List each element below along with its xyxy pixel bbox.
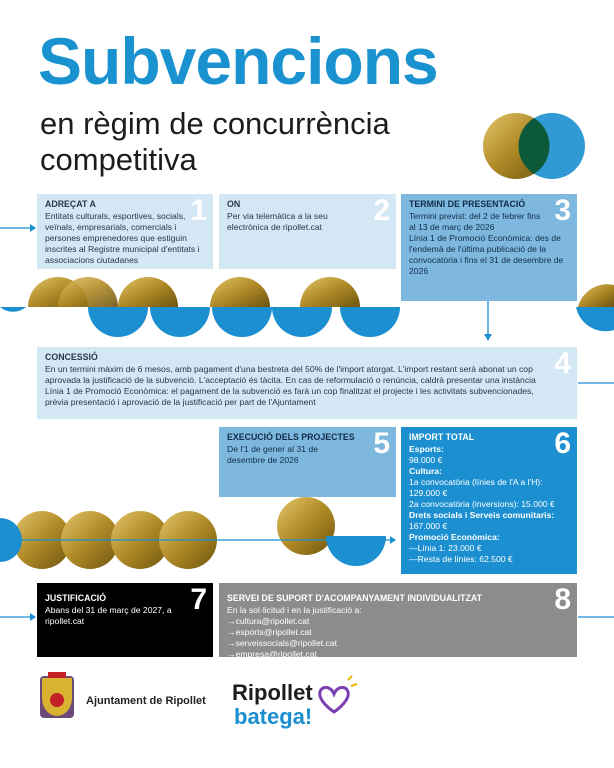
box-justificacio bbox=[37, 583, 213, 657]
half-circle bbox=[578, 284, 614, 307]
step-number: 4 bbox=[554, 347, 571, 380]
step-number: 2 bbox=[373, 194, 390, 227]
spark-line bbox=[348, 676, 352, 680]
step-number: 8 bbox=[554, 583, 571, 616]
cultura-line: 2a convocatòria (inversions): 15.000 € bbox=[409, 499, 555, 509]
brand-line: batega! bbox=[234, 704, 313, 729]
arrow-head bbox=[30, 613, 36, 621]
drets-label: Drets socials i Serveis comunitaris: bbox=[409, 510, 555, 520]
subtitle-line: en règim de concurrència bbox=[40, 106, 390, 141]
box-text: Termini previst: del 2 de febrer fins al 13 de març de 2026 bbox=[409, 211, 541, 232]
box-adrecat bbox=[37, 194, 213, 269]
email-link[interactable]: →esports@ripollet.cat bbox=[227, 627, 312, 637]
coat-of-arms-icon bbox=[40, 672, 74, 718]
half-circle bbox=[0, 307, 26, 312]
box-text: De l'1 de gener al 31 de desembre de 2026 bbox=[227, 444, 318, 465]
box-text: En la sol·licitud i en la justificació a: bbox=[227, 605, 362, 615]
half-circle bbox=[118, 277, 178, 307]
half-circle bbox=[272, 307, 332, 337]
half-circle bbox=[210, 277, 270, 307]
box-text: En un termini màxim de 6 mesos, amb pagament d'una bestreta del 50% de l'import atorgat. L'import restant serà abonat un cop aprovada la justificació de la subvenció. L'acceptació és tàcita. En cas de reformulació o renúncia, caldrà presentar una instància Línia 1 de Promoció Econòmica: el pagament de la subvenció es farà un cop finalitzat el projecte i les activitats subvencionades, prèvia presentació i aprovació de la justificació per part de l'Ajuntament bbox=[45, 364, 536, 407]
email-link[interactable]: →serveissocials@ripollet.cat bbox=[227, 638, 337, 648]
drets-value: 167.000 € bbox=[409, 521, 448, 531]
subtitle-line: competitiva bbox=[40, 142, 197, 177]
box-servei-suport bbox=[219, 583, 577, 657]
half-circle bbox=[576, 307, 614, 331]
box-text: Per via telemàtica a la seu electrònica de ripollet.cat bbox=[227, 211, 328, 232]
box-title: CONCESSIÓ bbox=[45, 352, 98, 362]
arrow-head bbox=[484, 334, 492, 341]
step-number: 6 bbox=[554, 427, 571, 460]
heart-icon bbox=[320, 687, 348, 712]
half-circle bbox=[150, 307, 210, 337]
esports-value: 98.000 € bbox=[409, 455, 443, 465]
step-number: 7 bbox=[190, 583, 207, 616]
box-execucio bbox=[219, 427, 396, 497]
box-termini bbox=[401, 194, 577, 301]
step-number: 5 bbox=[373, 427, 390, 460]
step-number: 1 bbox=[190, 194, 207, 227]
esports-label: Esports: bbox=[409, 444, 444, 454]
email-link[interactable]: →empresa@ripollet.cat bbox=[227, 649, 317, 659]
box-title: IMPORT TOTAL bbox=[409, 432, 475, 442]
box-title: SERVEI DE SUPORT D'ACOMPANYAMENT INDIVIDUALITZAT bbox=[227, 593, 482, 603]
cultura-line: 1a convocatòria (línies de l'A a l'H): 129.000 € bbox=[409, 477, 543, 498]
step-number: 3 bbox=[554, 194, 571, 227]
arrow-head bbox=[30, 224, 36, 232]
box-title: ON bbox=[227, 199, 241, 209]
box-import-total bbox=[401, 427, 577, 574]
box-title: ADREÇAT A bbox=[45, 199, 96, 209]
gold-circle bbox=[277, 497, 335, 555]
arrow-head bbox=[390, 536, 396, 544]
box-title: EXECUCIÓ DELS PROJECTES bbox=[227, 432, 355, 442]
box-title: TERMINI DE PRESENTACIÓ bbox=[409, 199, 526, 209]
box-text: Entitats culturals, esportives, socials, veïnals, empresarials, comercials i persones emprenedores que estiguin inscrites al Registre municipal d'entitats i associacions ciutadanes bbox=[45, 211, 200, 265]
half-circle bbox=[300, 277, 360, 307]
spark-line bbox=[351, 684, 357, 686]
box-title: JUSTIFICACIÓ bbox=[45, 593, 107, 603]
promo-line: —Resta de línies: 62.500 € bbox=[409, 554, 513, 564]
ajuntament-logo-text: Ajuntament de Ripollet bbox=[86, 695, 206, 707]
email-link[interactable]: →cultura@ripollet.cat bbox=[227, 616, 310, 626]
brand-line: Ripollet bbox=[232, 680, 313, 705]
half-circle bbox=[212, 307, 272, 337]
half-circle bbox=[88, 307, 148, 337]
box-text: Abans del 31 de març de 2027, a ripollet.cat bbox=[45, 605, 172, 626]
half-circle bbox=[340, 307, 400, 337]
promo-label: Promoció Econòmica: bbox=[409, 532, 500, 542]
box-on bbox=[219, 194, 396, 269]
box-text: Línia 1 de Promoció Econòmica: des de l'endemà de l'última publicació de la convocatòria i fins el 31 de desembre de 2026 bbox=[409, 233, 564, 276]
promo-line: —Línia 1: 23.000 € bbox=[409, 543, 482, 553]
page-title: Subvencions bbox=[38, 24, 438, 98]
cultura-label: Cultura: bbox=[409, 466, 442, 476]
box-concessio bbox=[37, 347, 577, 419]
page-subtitle bbox=[40, 106, 480, 178]
